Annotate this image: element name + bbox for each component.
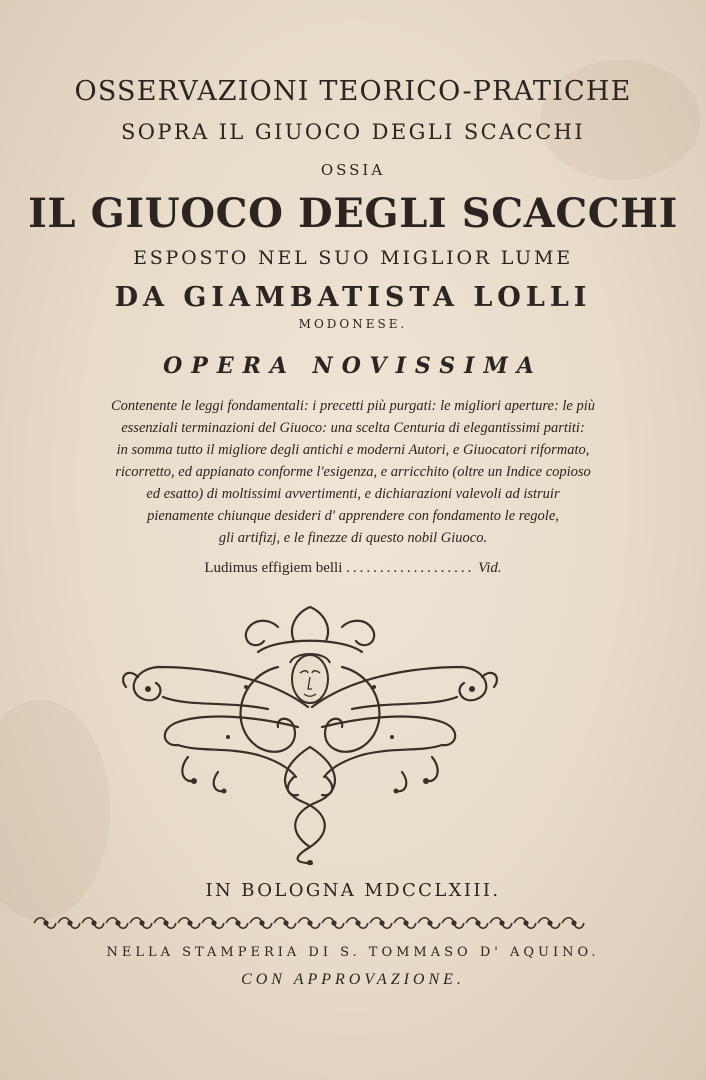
baroque-cartouche-ornament-icon bbox=[118, 597, 502, 865]
face-medallion-icon bbox=[290, 654, 330, 703]
title-line-2: SOPRA IL GIUOCO DEGLI SCACCHI bbox=[120, 120, 586, 144]
title-line-ossia: OSSIA bbox=[320, 161, 386, 179]
main-title: IL GIUOCO DEGLI SCACCHI bbox=[28, 190, 678, 237]
motto-line bbox=[0, 560, 706, 577]
author-line: DA GIAMBATISTA LOLLI bbox=[114, 282, 592, 313]
author-origin: MODONESE. bbox=[298, 317, 408, 331]
description-line: ricorretto, ed appianato conforme l'esigenza, e arricchito (oltre un Indice copioso bbox=[115, 464, 591, 480]
description-line: Contenente le leggi fondamentali: i precetti più purgati: le migliori aperture: le più bbox=[110, 398, 596, 414]
description-line: ed esatto) di moltissimi avvertimenti, e dichiarazioni valevoli ad istruir bbox=[146, 486, 560, 502]
subtitle-line: ESPOSTO NEL SUO MIGLIOR LUME bbox=[133, 247, 573, 269]
work-label: OPERA NOVISSIMA bbox=[163, 353, 543, 379]
description-line: gli artifizj, e le finezze di questo nobil Giuoco. bbox=[218, 530, 488, 546]
description-line: in somma tutto il migliore degli antichi e moderni Autori, e Giuocatori riformato, bbox=[116, 442, 590, 458]
description-line: essenziali terminazioni del Giuoco: una scelta Centuria di elegantissimi partiti: bbox=[121, 420, 585, 436]
imprint-printer: NELLA STAMPERIA DI S. TOMMASO D' AQUINO. bbox=[106, 945, 600, 960]
motto-source: Vid. bbox=[478, 560, 502, 576]
motto-leader: ................... bbox=[346, 560, 475, 576]
fleuron-rule-icon bbox=[28, 914, 588, 932]
imprint-approval: CON APPROVAZIONE. bbox=[241, 971, 465, 988]
motto-text: Ludimus effigiem belli bbox=[204, 560, 343, 576]
imprint-place-date: IN BOLOGNA MDCCLXIII. bbox=[205, 880, 501, 901]
description-line: pienamente chiunque desideri d' apprendere con fondamento le regole, bbox=[147, 508, 559, 524]
title-line-1: OSSERVAZIONI TEORICO-PRATICHE bbox=[74, 76, 632, 107]
